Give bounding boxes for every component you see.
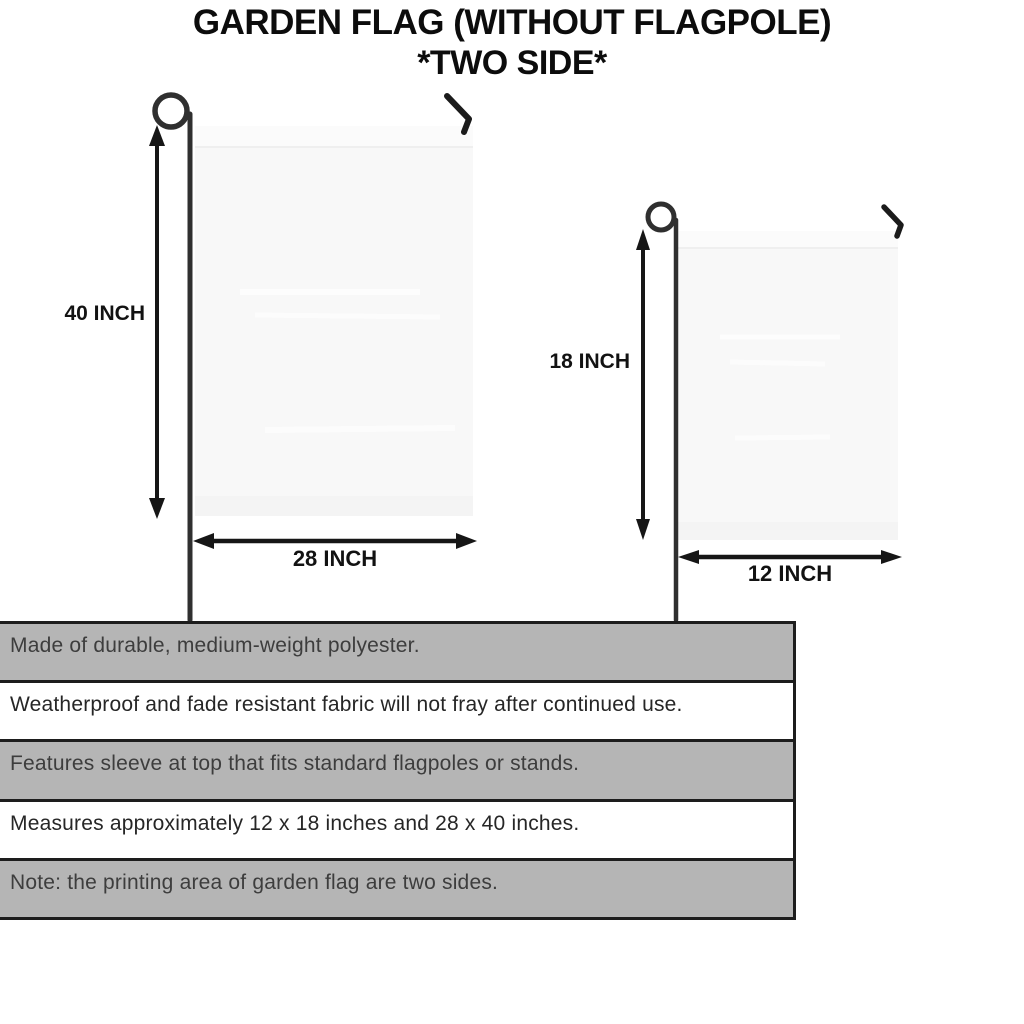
- large-flag-height-label: 40 INCH: [64, 302, 145, 325]
- large-flag-height-arrow: [149, 125, 165, 519]
- large-flag-bottom-shade: [195, 496, 473, 516]
- small-flag-fold-line: [735, 437, 830, 438]
- small-flag-sleeve: [678, 231, 898, 247]
- large-flag-pole-loop: [155, 95, 187, 127]
- large-flag-width-label: 28 INCH: [292, 546, 378, 571]
- small-flag-height-arrow: [636, 229, 650, 540]
- title-line-2: *TWO SIDE*: [417, 44, 607, 82]
- small-flag-pole-loop: [648, 204, 674, 230]
- spec-row-material: Made of durable, medium-weight polyester.: [0, 624, 793, 683]
- title-line-1: GARDEN FLAG (WITHOUT FLAGPOLE): [192, 3, 832, 42]
- small-flag-bottom-shade: [678, 522, 898, 540]
- spec-table: [0, 621, 796, 920]
- small-flag-group: [636, 204, 902, 620]
- large-flag-fold-line: [265, 428, 455, 430]
- large-flag-fabric: [195, 126, 473, 516]
- spec-row-sleeve: Features sleeve at top that fits standard flagpoles or stands.: [0, 742, 793, 801]
- large-flag-fold-line: [255, 315, 440, 317]
- spec-row-measurements: Measures approximately 12 x 18 inches and 28 x 40 inches.: [0, 802, 793, 861]
- small-flag-height-label: 18 INCH: [549, 350, 630, 373]
- large-flag-group: [149, 95, 477, 620]
- spec-row-note: Note: the printing area of garden flag are two sides.: [0, 861, 793, 917]
- large-flag-sleeve: [195, 126, 473, 146]
- small-flag-width-label: 12 INCH: [747, 561, 833, 586]
- small-flag-fabric: [678, 231, 898, 540]
- small-flag-fold-line: [730, 362, 825, 364]
- spec-row-weatherproof: Weatherproof and fade resistant fabric will not fray after continued use.: [0, 683, 793, 742]
